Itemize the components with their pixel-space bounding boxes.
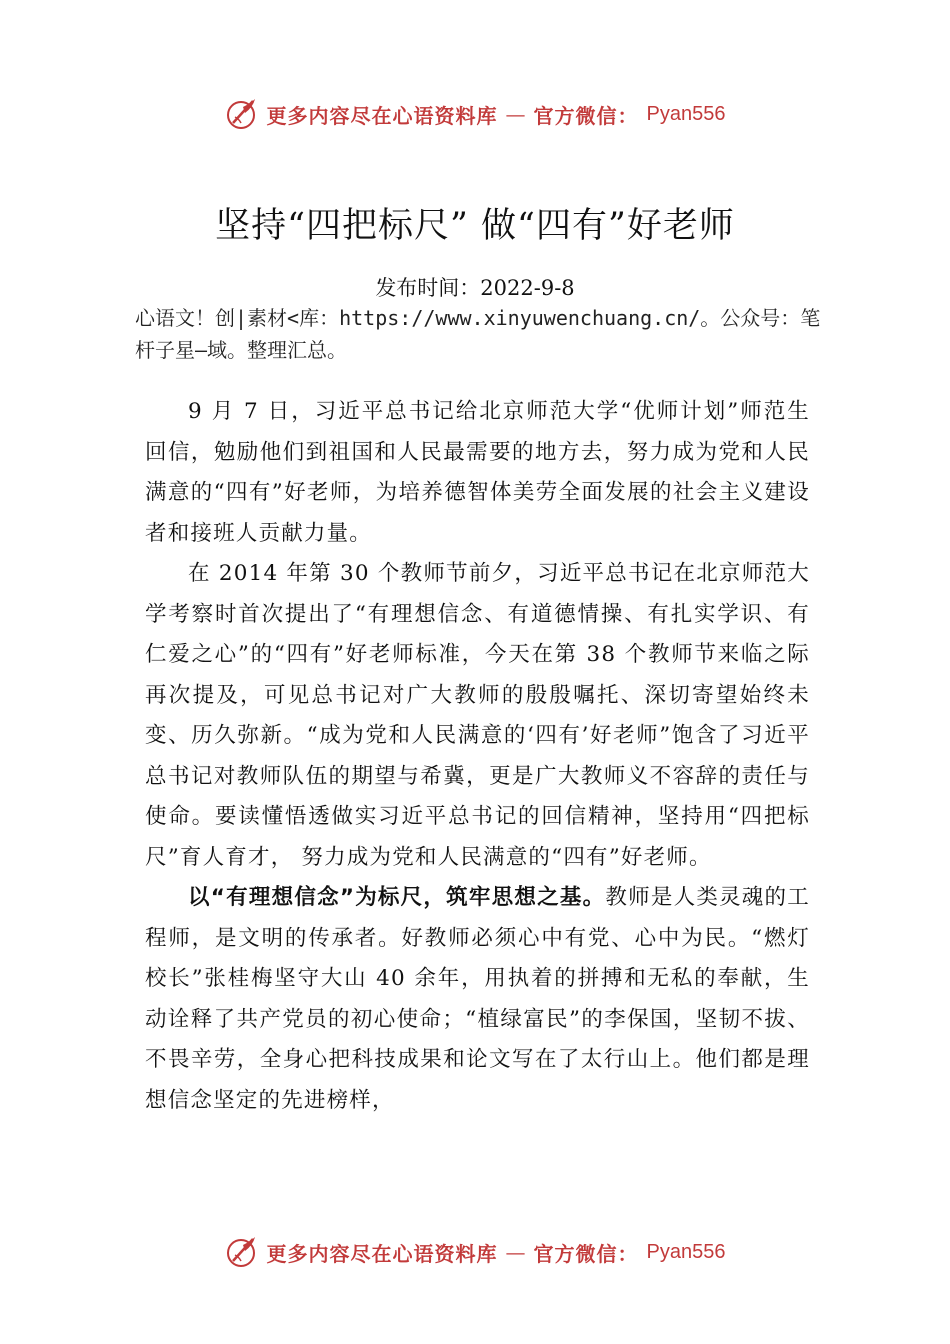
banner-wechat-label: 官方微信： bbox=[533, 1241, 639, 1266]
page-title: 坚持“四把标尺” 做“四有”好老师 bbox=[215, 206, 735, 246]
paragraph-3 bbox=[145, 878, 810, 1121]
section-heading: 以“有理想信念”为标尺，筑牢思想之基。 bbox=[188, 885, 606, 910]
banner-wechat-id: Pyan556 bbox=[646, 102, 726, 125]
banner-dash: — bbox=[505, 102, 526, 126]
article-body bbox=[145, 392, 810, 1121]
source-line: 心语文！创|素材<库：https://www.xinyuwenchuang.cn/。公众号：笔杆子星—域。整理汇总。 bbox=[135, 306, 821, 362]
quill-logo-icon bbox=[225, 1235, 259, 1269]
header-banner bbox=[0, 94, 950, 134]
banner-wechat-label: 官方微信： bbox=[533, 103, 639, 128]
publish-date: 发布时间：2022-9-8 bbox=[375, 276, 575, 300]
paragraph-1: 9 月 7 日，习近平总书记给北京师范大学“优师计划”师范生回信，勉励他们到祖国和人民最需要的地方去，努力成为党和人民满意的“四有”好老师，为培养德智体美劳全面发展的社会主义建设者和接班人贡献力量。 bbox=[145, 399, 810, 546]
banner-text: 更多内容尽在心语资料库 bbox=[266, 103, 498, 128]
banner-text: 更多内容尽在心语资料库 bbox=[266, 1241, 498, 1266]
paragraph-3-text: 教师是人类灵魂的工程师，是文明的传承者。好教师必须心中有党、心中为民。“燃灯校长”张桂梅坚守大山 40 余年，用执着的拼搏和无私的奉献，生动诠释了共产党员的初心使命；“植绿富民”的李保国，坚韧不拔、不畏辛劳，全身心把科技成果和论文写在了太行山上。他们都是理想信念坚定的先进榜样， bbox=[145, 885, 810, 1113]
footer-banner bbox=[0, 1232, 950, 1272]
quill-logo-icon bbox=[225, 97, 259, 131]
paragraph-2: 在 2014 年第 30 个教师节前夕，习近平总书记在北京师范大学考察时首次提出了“有理想信念、有道德情操、有扎实学识、有仁爱之心”的“四有”好老师标准，今天在第 38 个教师节来临之际再次提及，可见总书记对广大教师的殷殷嘱托、深切寄望始终未变、历久弥新。“成为党和人民满意的‘四有’好老师”饱含了习近平总书记对教师队伍的期望与希冀，更是广大教师义不容辞的责任与使命。要读懂悟透做实习近平总书记的回信精神，坚持用“四把标尺”育人育才， 努力成为党和人民满意的“四有”好老师。 bbox=[145, 561, 810, 870]
banner-wechat-id: Pyan556 bbox=[646, 1240, 726, 1263]
banner-dash: — bbox=[505, 1240, 526, 1264]
